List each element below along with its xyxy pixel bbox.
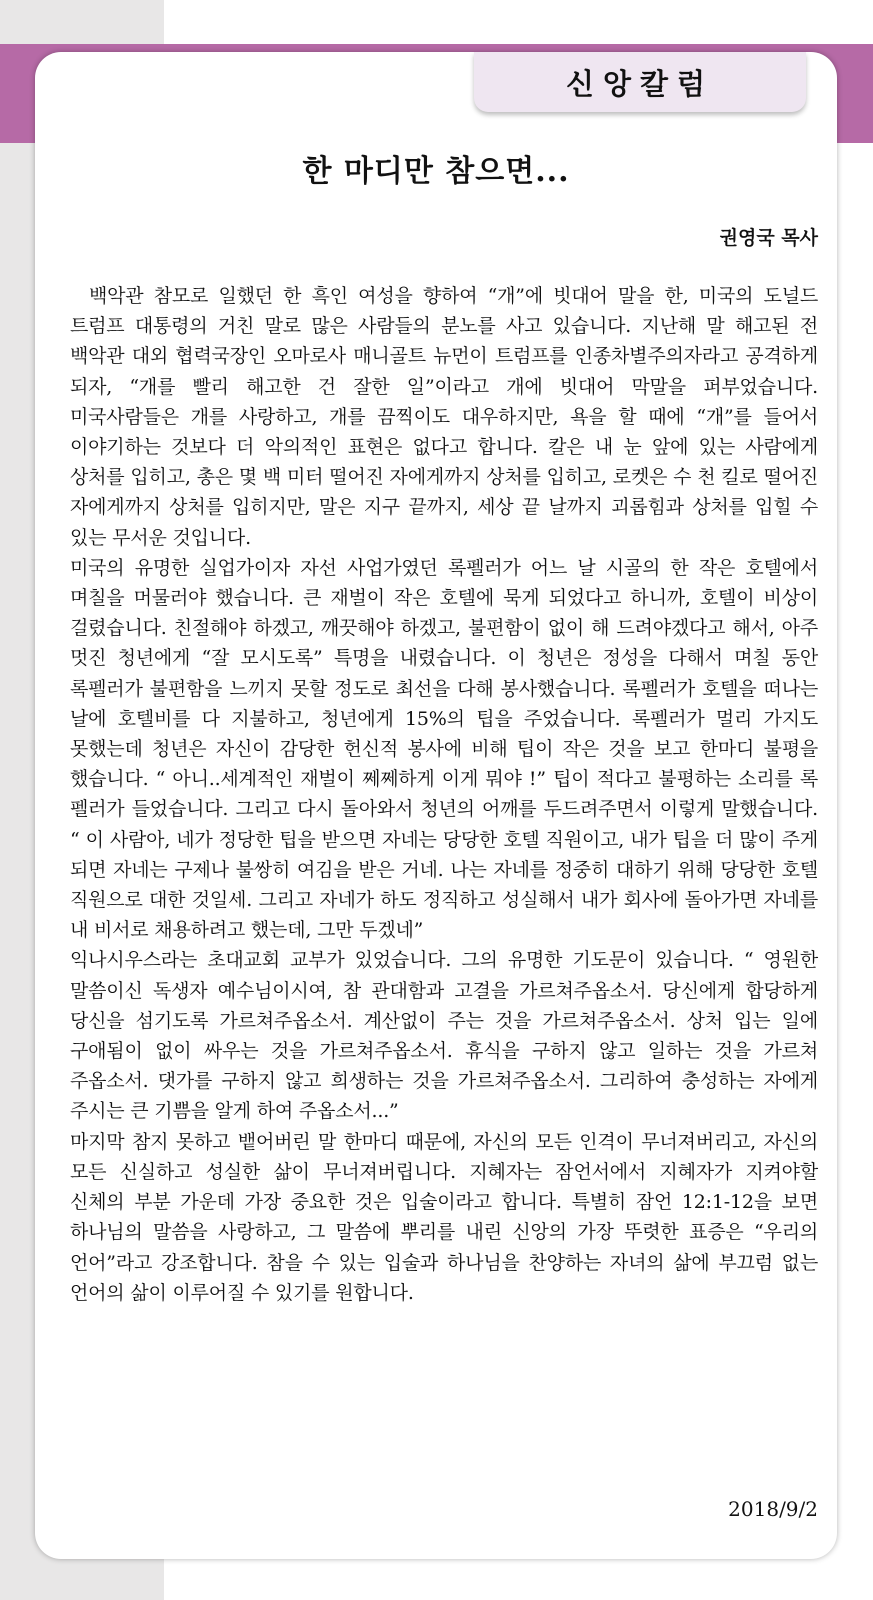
paragraph-3: 익나시우스라는 초대교회 교부가 있었습니다. 그의 유명한 기도문이 있습니다. “ 영원한 말씀이신 독생자 예수님이시여, 참 관대함과 고결을 가르쳐주옵소서. 당신에게 합당하게 당신을 섬기도록 가르쳐주옵소서. 계산없이 주는 것을 가르쳐주옵소서. 상처 입는 일에 구애됨이 없이 싸우는 것을 가르쳐주옵소서. 휴식을 구하지 않고 일하는 것을 가르쳐 주옵소서. 댓가를 구하지 않고 희생하는 것을 가르쳐주옵소서. 그리하여 충성하는 자에게 주시는 큰 기쁨을 알게 하여 주옵소서...”: [70, 949, 818, 1123]
column-title: 한 마디만 참으면...: [302, 154, 570, 189]
paragraph-2: 미국의 유명한 실업가이자 자선 사업가였던 록펠러가 어느 날 시골의 한 작은 호텔에서 며칠을 머물러야 했습니다. 큰 재벌이 작은 호텔에 묵게 되었다고 하니까, 호텔이 비상이 걸렸습니다. 친절해야 하겠고, 깨끗해야 하겠고, 불편함이 없이 해 드려야겠다고 해서, 아주 멋진 청년에게 “잘 모시도록” 특명을 내렸습니다. 이 청년은 정성을 다해서 며칠 동안 록펠러가 불편함을 느끼지 못할 정도로 최선을 다해 봉사했습니다. 록펠러가 호텔을 떠나는 날에 호텔비를 다 지불하고, 청년에게 15%의 팁을 주었습니다. 록펠러가 멀리 가지도 못했는데 청년은 자신이 감당한 헌신적 봉사에 비해 팁이 작은 것을 보고 한마디 불평을 했습니다. “ 아니..세계적인 재벌이 쩨쩨하게 이게 뭐야 !” 팁이 적다고 불평하는 소리를 록 펠러가 들었습니다. 그리고 다시 돌아와서 청년의 어깨를 두드려주면서 이렇게 말했습니다. “ 이 사람아, 네가 정당한 팁을 받으면 자네는 당당한 호텔 직원이고, 내가 팁을 더 많이 주게 되면 자네는 구제나 불쌍히 여김을 받은 거네. 나는 자네를 정중히 대하기 위해 당당한 호텔 직원으로 대한 것일세. 그리고 자네가 하도 정직하고 성실해서 내가 회사에 돌아가면 자네를 내 비서로 채용하려고 했는데, 그만 두겠네”: [70, 556, 818, 942]
paragraph-4: 마지막 참지 못하고 뱉어버린 말 한마디 때문에, 자신의 모든 인격이 무너져버리고, 자신의 모든 신실하고 성실한 삶이 무너져버립니다. 지혜자는 잠언서에서 지혜자가 지켜야할 신체의 부분 가운데 가장 중요한 것은 입술이라고 합니다. 특별히 잠언 12:1-12을 보면 하나님의 말씀을 사랑하고, 그 말씀에 뿌리를 내린 신앙의 가장 뚜렷한 표증은 “우리의 언어”라고 강조합니다. 참을 수 있는 입술과 하나님을 찬양하는 자녀의 삶에 부끄럼 없는 언어의 삶이 이루어질 수 있기를 원합니다.: [70, 1130, 818, 1304]
section-tab: 신앙칼럼: [474, 52, 806, 112]
author-name: 권영국 목사: [719, 227, 818, 249]
column-body: [70, 281, 818, 1308]
publish-date: 2018/9/2: [728, 1497, 818, 1521]
paragraph-1: 백악관 참모로 일했던 한 흑인 여성을 향하여 “개”에 빗대어 말을 한, 미국의 도널드 트럼프 대통령의 거친 말로 많은 사람들의 분노를 사고 있습니다. 지난해 말 해고된 전 백악관 대외 협력국장인 오마로사 매니골트 뉴먼이 트럼프를 인종차별주의자라고 공격하게 되자, “개를 빨리 해고한 건 잘한 일”이라고 개에 빗대어 막말을 퍼부었습니다. 미국사람들은 개를 사랑하고, 개를 끔찍이도 대우하지만, 욕을 할 때에 “개”를 들어서 이야기하는 것보다 더 악의적인 표현은 없다고 합니다. 칼은 내 눈 앞에 있는 사람에게 상처를 입히고, 총은 몇 백 미터 떨어진 자에게까지 상처를 입히고, 로켓은 수 천 킬로 떨어진 자에게까지 상처를 입히지만, 말은 지구 끝까지, 세상 끝 날까지 괴롭힘과 상처를 입힐 수 있는 무서운 것입니다.: [70, 285, 818, 549]
